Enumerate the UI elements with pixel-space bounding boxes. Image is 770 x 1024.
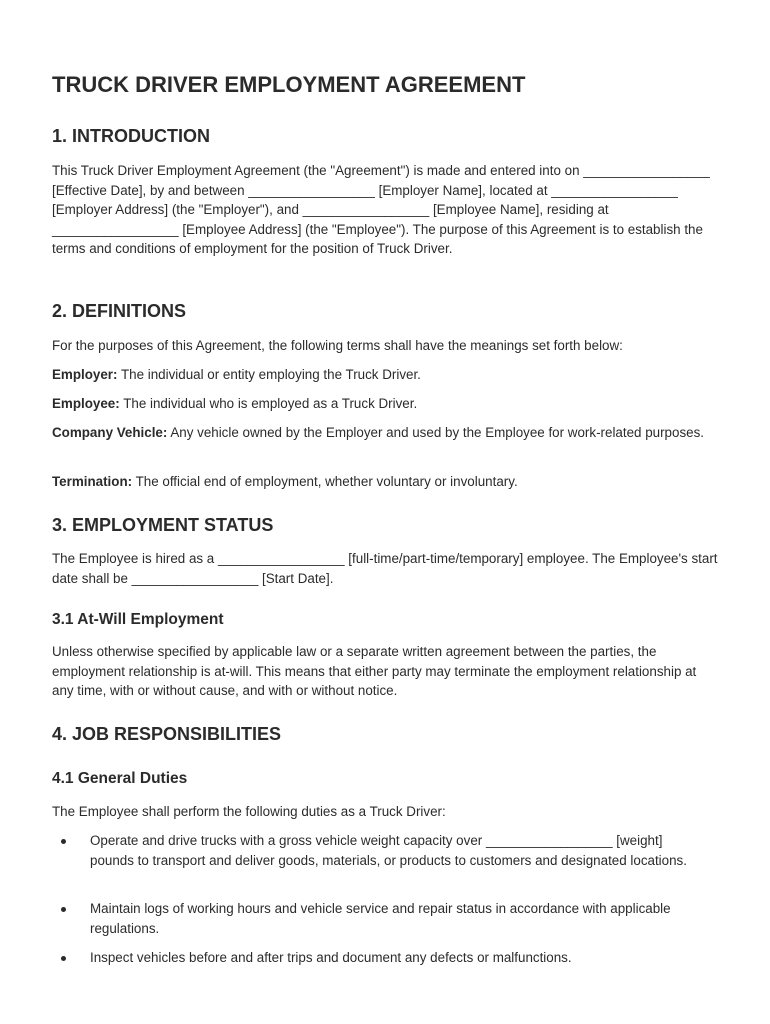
- list-item-text: Operate and drive trucks with a gross vehicle weight capacity over _________________ [weight] pounds to transport and deliver goods, materials, or products to customers and designated locations.: [90, 833, 687, 868]
- bullet-icon: [61, 839, 66, 844]
- section-heading-employment-status: 3. EMPLOYMENT STATUS: [52, 515, 274, 535]
- bullet-icon: [61, 956, 66, 961]
- document-title: TRUCK DRIVER EMPLOYMENT AGREEMENT: [52, 72, 526, 97]
- definition-employer: [52, 365, 720, 385]
- definition-text: The individual or entity employing the Truck Driver.: [117, 367, 421, 382]
- definition-term: Termination:: [52, 474, 133, 489]
- definition-text: The individual who is employed as a Truck Driver.: [119, 396, 418, 411]
- definition-term: Employer:: [52, 367, 118, 382]
- definition-employee: [52, 394, 720, 414]
- general-duties-intro: The Employee shall perform the following duties as a Truck Driver:: [52, 804, 446, 819]
- section-heading-job-responsibilities: 4. JOB RESPONSIBILITIES: [52, 724, 282, 744]
- employment-status-paragraph: The Employee is hired as a _________________ [full-time/part-time/temporary] employee. The Employee's start date shall be _________________ [Start Date].: [52, 551, 718, 586]
- subsection-heading-at-will: 3.1 At-Will Employment: [52, 611, 224, 628]
- definition-text: Any vehicle owned by the Employer and used by the Employee for work-related purposes.: [167, 425, 705, 440]
- definition-term: Employee:: [52, 396, 120, 411]
- introduction-paragraph: This Truck Driver Employment Agreement (the "Agreement") is made and entered into on _________________ [Effective Date], by and between _________________ [Employer Name], located at _________________ [Employer Address] (the "Employer"), and _________________ [Employee Name], residing at _________________ [Employee Address] (the "Employee"). The purpose of this Agreement is to establish the terms and conditions of employment for the position of Truck Driver.: [52, 163, 710, 257]
- subsection-heading-general-duties: 4.1 General Duties: [52, 770, 188, 787]
- list-item-text: Inspect vehicles before and after trips and document any defects or malfunctions.: [90, 950, 572, 965]
- section-heading-introduction: 1. INTRODUCTION: [52, 126, 211, 146]
- definitions-intro: For the purposes of this Agreement, the following terms shall have the meanings set forth below:: [52, 338, 623, 353]
- definition-text: The official end of employment, whether voluntary or involuntary.: [132, 474, 518, 489]
- section-heading-definitions: 2. DEFINITIONS: [52, 301, 187, 321]
- definition-term: Company Vehicle:: [52, 425, 168, 440]
- at-will-paragraph: Unless otherwise specified by applicable law or a separate written agreement between the parties, the employment relationship is at-will. This means that either party may terminate the employment relationship at any time, with or without cause, and with or without notice.: [52, 644, 697, 699]
- list-item-text: Maintain logs of working hours and vehicle service and repair status in accordance with applicable regulations.: [90, 901, 671, 936]
- definition-termination: [52, 472, 720, 492]
- bullet-icon: [61, 907, 66, 912]
- definition-company-vehicle: [52, 423, 720, 443]
